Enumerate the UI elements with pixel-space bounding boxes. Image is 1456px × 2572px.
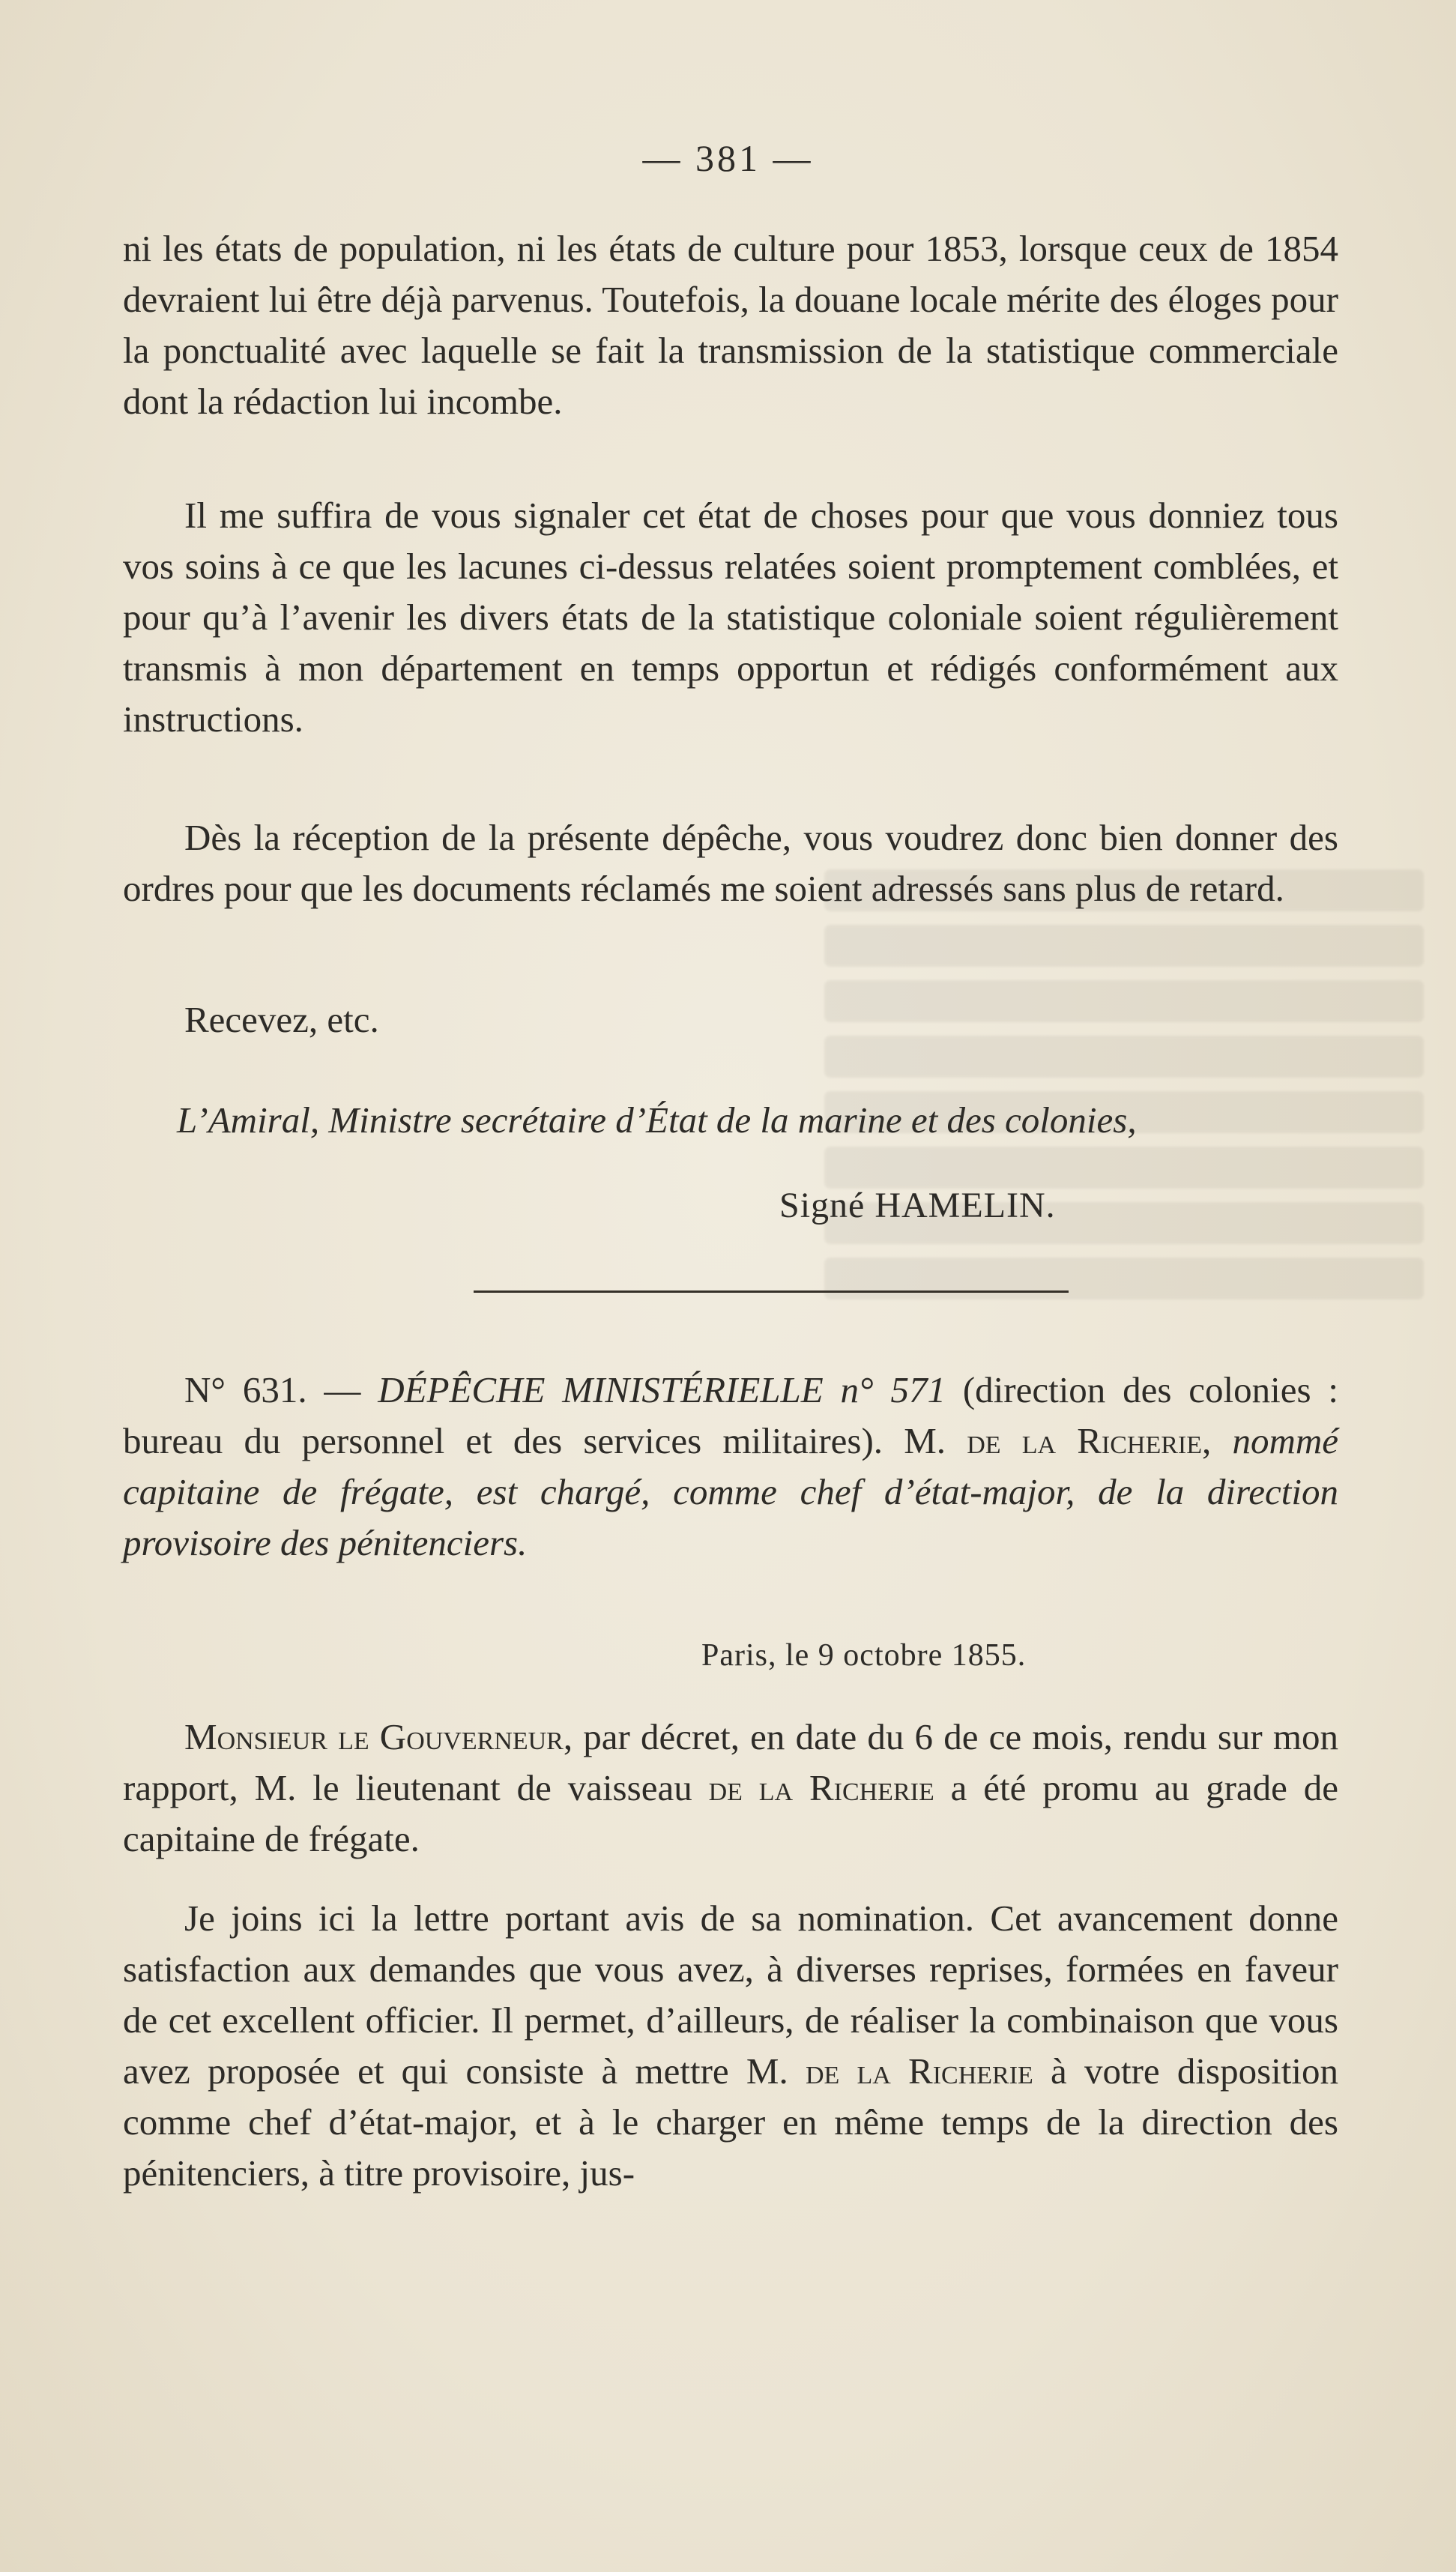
- paragraph-appointment: [123, 1893, 1338, 2199]
- page-number: — 381 —: [642, 137, 814, 179]
- dispatch-person-name: M. de la Richerie,: [904, 1420, 1212, 1461]
- paragraph-statistics-instructions: Il me suffira de vous signaler cet état de choses pour que vous donniez tous vos soins à ce que les lacunes ci-dessus relatées soient promptement comblées, et pour qu’à l’avenir les divers états de la statistique coloniale soient régulièrement transmis à mon département en temps opportun et rédigés conformément aux instructions.: [123, 495, 1338, 740]
- closing-salutation: Recevez, etc.: [184, 999, 379, 1040]
- dispatch-summary-b: est chargé,: [476, 1471, 650, 1512]
- opening-salutation: Monsieur le Gouverneur,: [184, 1716, 573, 1757]
- signature-name: Signé HAMELIN.: [779, 1186, 1056, 1225]
- dispatch-number: N° 631. —: [184, 1369, 361, 1410]
- dispatch-number-reference: n° 571: [840, 1369, 946, 1410]
- opening-text: par décret, en date du 6 de ce mois, rendu sur mon rapport, M. le lieutenant de vaisseau: [123, 1716, 1338, 1808]
- appointment-officer-name: de la Richerie: [805, 2050, 1033, 2092]
- dispatch-summary-c: comme chef d’état-major, de la direction provisoire des pénitenciers.: [123, 1471, 1338, 1563]
- dispatch-heading: [123, 1365, 1338, 1569]
- paragraph-promotion: [123, 1712, 1338, 1865]
- dispatch-title: DÉPÊCHE MINISTÉRIELLE: [378, 1369, 824, 1410]
- paragraph-population-statistics: ni les états de population, ni les états de culture pour 1853, lorsque ceux de 1854 devraient lui être déjà parvenus. Toutefois, la douane locale mérite des éloges pour la ponctualité avec laquelle se fait la transmission de la statistique commerciale dont la rédaction lui incombe.: [123, 228, 1338, 422]
- opening-end: a été promu au grade de capitaine de frégate.: [123, 1767, 1339, 1859]
- dispatch-date: Paris, le 9 octobre 1855.: [701, 1638, 1027, 1673]
- appointment-text-a: Je joins ici la lettre portant avis de sa nomination. Cet avancement donne satisfaction aux demandes que vous avez, à diverses reprises, formées en faveur de cet excellent officier. Il permet, d’ailleurs, de réaliser la combinaison que vous avez proposée et qui consiste à mettre M.: [123, 1898, 1338, 2092]
- dispatch-department: (direction des colonies : bureau du personnel et des services militaires).: [123, 1369, 1339, 1461]
- opening-officer-name: de la Richerie: [708, 1767, 934, 1808]
- appointment-text-b: à votre disposition comme chef d’état-major, et à le charger en même temps de la direction des pénitenciers, à titre provisoire, jus-: [123, 2050, 1338, 2194]
- paragraph-request-documents: Dès la réception de la présente dépêche, vous voudrez donc bien donner des ordres pour que les documents réclamés me soient adressés sans plus de retard.: [123, 817, 1338, 909]
- signature-title: L’Amiral, Ministre secrétaire d’État de la marine et des colonies,: [177, 1099, 1137, 1141]
- dispatch-summary-a: nommé capitaine de frégate,: [123, 1420, 1338, 1512]
- section-divider: [474, 1290, 1069, 1293]
